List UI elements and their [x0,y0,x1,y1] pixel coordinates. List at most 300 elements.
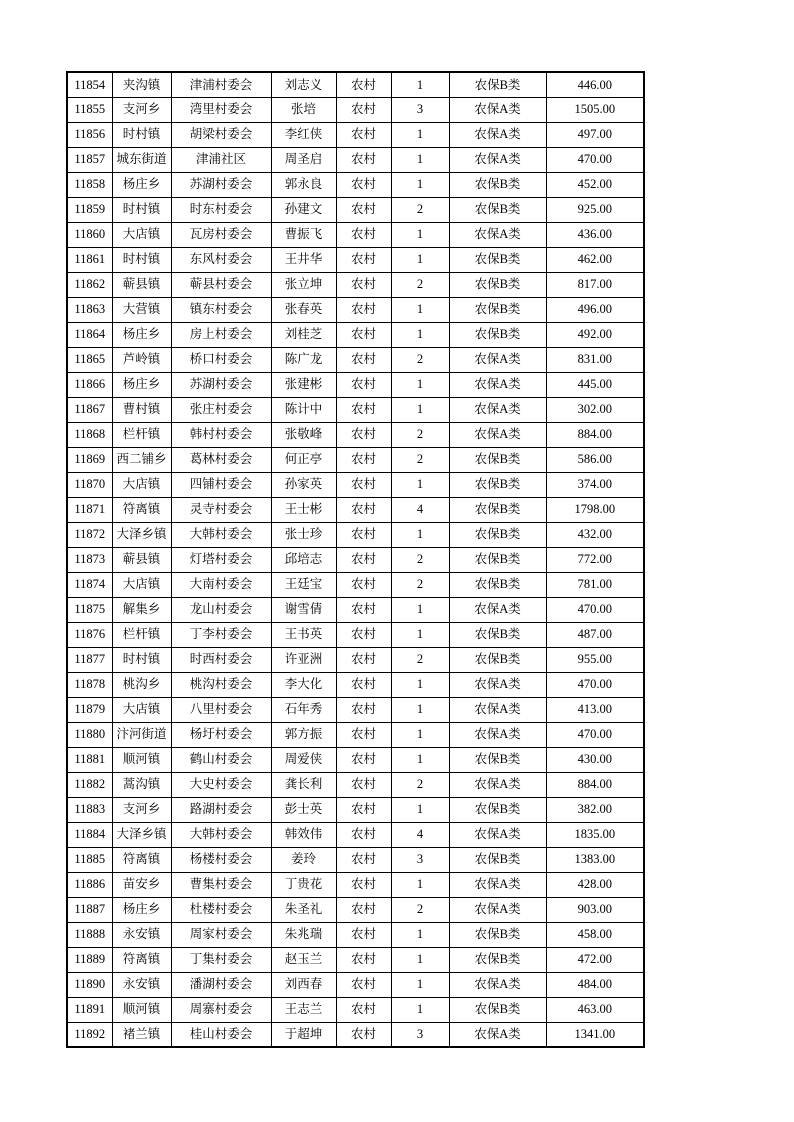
cell-residence-type: 农村 [336,422,391,447]
cell-village-committee: 灵寺村委会 [171,497,271,522]
cell-village-committee: 张庄村委会 [171,397,271,422]
cell-person-name: 丁贵花 [271,872,336,897]
cell-insurance-category: 农保B类 [449,172,546,197]
cell-residence-type: 农村 [336,1022,391,1047]
cell-insurance-category: 农保A类 [449,422,546,447]
cell-village-committee: 大史村委会 [171,772,271,797]
cell-town: 杨庄乡 [112,322,171,347]
cell-amount: 831.00 [546,347,644,372]
cell-person-name: 韩效伟 [271,822,336,847]
cell-insurance-category: 农保B类 [449,797,546,822]
table-row [67,772,644,797]
cell-person-name: 王士彬 [271,497,336,522]
cell-amount: 497.00 [546,122,644,147]
cell-amount: 382.00 [546,797,644,822]
cell-village-committee: 周家村委会 [171,922,271,947]
table-row [67,72,644,97]
cell-town: 时村镇 [112,247,171,272]
cell-person-name: 彭士英 [271,797,336,822]
cell-residence-type: 农村 [336,747,391,772]
cell-residence-type: 农村 [336,872,391,897]
cell-residence-type: 农村 [336,897,391,922]
cell-residence-type: 农村 [336,972,391,997]
cell-person-count: 1 [391,472,449,497]
cell-person-count: 1 [391,597,449,622]
cell-town: 大店镇 [112,572,171,597]
cell-village-committee: 苏湖村委会 [171,372,271,397]
cell-town: 蕲县镇 [112,547,171,572]
cell-amount: 302.00 [546,397,644,422]
table-row [67,272,644,297]
cell-residence-type: 农村 [336,297,391,322]
cell-town: 杨庄乡 [112,372,171,397]
cell-village-committee: 大韩村委会 [171,522,271,547]
table-row [67,397,644,422]
cell-record-id: 11867 [67,397,112,422]
cell-residence-type: 农村 [336,772,391,797]
cell-town: 顺河镇 [112,747,171,772]
cell-town: 芦岭镇 [112,347,171,372]
cell-person-count: 1 [391,247,449,272]
cell-residence-type: 农村 [336,997,391,1022]
cell-person-count: 1 [391,147,449,172]
cell-person-count: 1 [391,922,449,947]
cell-amount: 470.00 [546,597,644,622]
table-row [67,422,644,447]
cell-residence-type: 农村 [336,347,391,372]
cell-amount: 903.00 [546,897,644,922]
cell-residence-type: 农村 [336,122,391,147]
cell-residence-type: 农村 [336,272,391,297]
cell-person-count: 1 [391,972,449,997]
cell-amount: 781.00 [546,572,644,597]
cell-village-committee: 灯塔村委会 [171,547,271,572]
cell-person-name: 王书英 [271,622,336,647]
cell-amount: 487.00 [546,622,644,647]
cell-residence-type: 农村 [336,522,391,547]
cell-village-committee: 杜楼村委会 [171,897,271,922]
cell-village-committee: 潘湖村委会 [171,972,271,997]
cell-insurance-category: 农保A类 [449,972,546,997]
table-row [67,247,644,272]
cell-insurance-category: 农保A类 [449,597,546,622]
cell-residence-type: 农村 [336,222,391,247]
cell-person-count: 2 [391,897,449,922]
cell-person-name: 赵玉兰 [271,947,336,972]
cell-amount: 452.00 [546,172,644,197]
cell-insurance-category: 农保A类 [449,222,546,247]
table-row [67,222,644,247]
cell-residence-type: 农村 [336,247,391,272]
cell-insurance-category: 农保A类 [449,897,546,922]
cell-person-count: 1 [391,872,449,897]
cell-person-name: 陈广龙 [271,347,336,372]
cell-amount: 463.00 [546,997,644,1022]
cell-residence-type: 农村 [336,147,391,172]
cell-town: 解集乡 [112,597,171,622]
cell-person-name: 王志兰 [271,997,336,1022]
table-row [67,447,644,472]
cell-town: 大店镇 [112,222,171,247]
cell-person-count: 2 [391,572,449,597]
cell-insurance-category: 农保B类 [449,72,546,97]
cell-person-name: 朱兆瑞 [271,922,336,947]
cell-insurance-category: 农保B类 [449,622,546,647]
cell-town: 符离镇 [112,847,171,872]
cell-insurance-category: 农保B类 [449,997,546,1022]
cell-record-id: 11863 [67,297,112,322]
cell-record-id: 11875 [67,597,112,622]
cell-record-id: 11884 [67,822,112,847]
cell-village-committee: 杨圩村委会 [171,722,271,747]
cell-town: 大泽乡镇 [112,522,171,547]
cell-insurance-category: 农保A类 [449,697,546,722]
cell-person-count: 1 [391,222,449,247]
cell-village-committee: 周寨村委会 [171,997,271,1022]
cell-record-id: 11870 [67,472,112,497]
cell-record-id: 11876 [67,622,112,647]
cell-person-count: 1 [391,997,449,1022]
cell-village-committee: 八里村委会 [171,697,271,722]
cell-record-id: 11888 [67,922,112,947]
cell-amount: 484.00 [546,972,644,997]
table-row [67,922,644,947]
cell-insurance-category: 农保A类 [449,347,546,372]
cell-record-id: 11858 [67,172,112,197]
cell-amount: 470.00 [546,147,644,172]
cell-insurance-category: 农保B类 [449,747,546,772]
cell-person-name: 李红侠 [271,122,336,147]
cell-insurance-category: 农保A类 [449,397,546,422]
table-row [67,822,644,847]
cell-record-id: 11862 [67,272,112,297]
cell-insurance-category: 农保B类 [449,497,546,522]
cell-residence-type: 农村 [336,622,391,647]
cell-record-id: 11873 [67,547,112,572]
cell-village-committee: 四铺村委会 [171,472,271,497]
cell-residence-type: 农村 [336,97,391,122]
cell-town: 栏杆镇 [112,422,171,447]
cell-person-name: 张立坤 [271,272,336,297]
cell-amount: 925.00 [546,197,644,222]
cell-insurance-category: 农保A类 [449,122,546,147]
cell-person-count: 1 [391,747,449,772]
cell-person-count: 2 [391,647,449,672]
cell-village-committee: 曹集村委会 [171,872,271,897]
cell-person-count: 1 [391,722,449,747]
cell-person-name: 王井华 [271,247,336,272]
cell-person-count: 1 [391,72,449,97]
cell-person-count: 1 [391,122,449,147]
cell-person-name: 刘志义 [271,72,336,97]
cell-person-name: 许亚洲 [271,647,336,672]
cell-residence-type: 农村 [336,647,391,672]
cell-residence-type: 农村 [336,322,391,347]
cell-person-name: 张敬峰 [271,422,336,447]
cell-town: 桃沟乡 [112,672,171,697]
cell-amount: 470.00 [546,722,644,747]
cell-insurance-category: 农保A类 [449,672,546,697]
cell-residence-type: 农村 [336,172,391,197]
cell-insurance-category: 农保A类 [449,772,546,797]
cell-residence-type: 农村 [336,547,391,572]
cell-town: 汴河街道 [112,722,171,747]
cell-insurance-category: 农保B类 [449,247,546,272]
cell-amount: 445.00 [546,372,644,397]
cell-person-count: 2 [391,197,449,222]
cell-insurance-category: 农保A类 [449,822,546,847]
table-row [67,747,644,772]
cell-village-committee: 瓦房村委会 [171,222,271,247]
cell-person-name: 谢雪倩 [271,597,336,622]
cell-town: 时村镇 [112,647,171,672]
cell-amount: 472.00 [546,947,644,972]
cell-town: 大营镇 [112,297,171,322]
table-row [67,497,644,522]
cell-record-id: 11854 [67,72,112,97]
cell-record-id: 11856 [67,122,112,147]
cell-record-id: 11881 [67,747,112,772]
cell-amount: 432.00 [546,522,644,547]
table-row [67,297,644,322]
cell-amount: 1798.00 [546,497,644,522]
cell-village-committee: 丁李村委会 [171,622,271,647]
cell-residence-type: 农村 [336,822,391,847]
cell-insurance-category: 农保A类 [449,147,546,172]
table-row [67,322,644,347]
cell-person-count: 2 [391,422,449,447]
cell-village-committee: 时东村委会 [171,197,271,222]
cell-person-name: 刘西春 [271,972,336,997]
cell-person-count: 1 [391,672,449,697]
table-row [67,797,644,822]
cell-insurance-category: 农保A类 [449,372,546,397]
cell-person-name: 王廷宝 [271,572,336,597]
cell-person-count: 4 [391,497,449,522]
cell-insurance-category: 农保A类 [449,722,546,747]
cell-person-count: 2 [391,272,449,297]
cell-record-id: 11868 [67,422,112,447]
table-row [67,472,644,497]
cell-person-name: 曹振飞 [271,222,336,247]
cell-village-committee: 大南村委会 [171,572,271,597]
cell-amount: 492.00 [546,322,644,347]
cell-amount: 1383.00 [546,847,644,872]
cell-person-name: 孙家英 [271,472,336,497]
cell-record-id: 11880 [67,722,112,747]
cell-town: 大店镇 [112,697,171,722]
cell-village-committee: 湾里村委会 [171,97,271,122]
insurance-records-table [66,71,645,1048]
cell-residence-type: 农村 [336,672,391,697]
table-row [67,197,644,222]
cell-record-id: 11883 [67,797,112,822]
cell-person-count: 1 [391,372,449,397]
cell-insurance-category: 农保B类 [449,922,546,947]
cell-insurance-category: 农保A类 [449,872,546,897]
cell-insurance-category: 农保B类 [449,547,546,572]
cell-person-count: 3 [391,97,449,122]
cell-town: 大泽乡镇 [112,822,171,847]
cell-residence-type: 农村 [336,797,391,822]
cell-person-count: 4 [391,822,449,847]
table-row [67,672,644,697]
table-row [67,522,644,547]
cell-town: 支河乡 [112,797,171,822]
cell-village-committee: 津浦村委会 [171,72,271,97]
cell-village-committee: 杨楼村委会 [171,847,271,872]
cell-record-id: 11886 [67,872,112,897]
cell-village-committee: 鹤山村委会 [171,747,271,772]
cell-person-name: 邱培志 [271,547,336,572]
cell-person-name: 何正亭 [271,447,336,472]
cell-residence-type: 农村 [336,697,391,722]
cell-person-name: 郭永良 [271,172,336,197]
cell-record-id: 11864 [67,322,112,347]
cell-person-count: 2 [391,547,449,572]
table-row [67,172,644,197]
cell-town: 顺河镇 [112,997,171,1022]
cell-person-name: 周圣启 [271,147,336,172]
cell-village-committee: 津浦社区 [171,147,271,172]
table-row [67,372,644,397]
cell-residence-type: 农村 [336,572,391,597]
cell-amount: 1341.00 [546,1022,644,1047]
cell-amount: 436.00 [546,222,644,247]
cell-town: 符离镇 [112,497,171,522]
cell-record-id: 11866 [67,372,112,397]
table-row [67,622,644,647]
cell-amount: 430.00 [546,747,644,772]
cell-person-count: 1 [391,797,449,822]
cell-record-id: 11892 [67,1022,112,1047]
cell-town: 褚兰镇 [112,1022,171,1047]
cell-residence-type: 农村 [336,597,391,622]
table-row [67,597,644,622]
cell-town: 曹村镇 [112,397,171,422]
cell-record-id: 11874 [67,572,112,597]
cell-person-name: 陈计中 [271,397,336,422]
cell-insurance-category: 农保B类 [449,447,546,472]
cell-town: 栏杆镇 [112,622,171,647]
cell-record-id: 11879 [67,697,112,722]
cell-amount: 413.00 [546,697,644,722]
cell-amount: 884.00 [546,422,644,447]
cell-village-committee: 胡梁村委会 [171,122,271,147]
cell-amount: 586.00 [546,447,644,472]
cell-village-committee: 路湖村委会 [171,797,271,822]
cell-person-name: 周爱侠 [271,747,336,772]
cell-town: 时村镇 [112,122,171,147]
cell-insurance-category: 农保B类 [449,847,546,872]
cell-person-name: 刘桂芝 [271,322,336,347]
cell-village-committee: 丁集村委会 [171,947,271,972]
cell-person-name: 郭方振 [271,722,336,747]
table-row [67,997,644,1022]
cell-record-id: 11890 [67,972,112,997]
cell-amount: 955.00 [546,647,644,672]
cell-person-count: 1 [391,172,449,197]
cell-residence-type: 农村 [336,197,391,222]
cell-town: 城东街道 [112,147,171,172]
table-body [67,72,644,1047]
cell-person-name: 朱圣礼 [271,897,336,922]
cell-town: 永安镇 [112,972,171,997]
cell-person-name: 龚长利 [271,772,336,797]
cell-town: 夹沟镇 [112,72,171,97]
cell-residence-type: 农村 [336,922,391,947]
cell-insurance-category: 农保B类 [449,297,546,322]
table-row [67,722,644,747]
cell-amount: 374.00 [546,472,644,497]
cell-insurance-category: 农保B类 [449,322,546,347]
cell-village-committee: 房上村委会 [171,322,271,347]
cell-person-name: 张士珍 [271,522,336,547]
cell-town: 支河乡 [112,97,171,122]
cell-residence-type: 农村 [336,722,391,747]
cell-residence-type: 农村 [336,847,391,872]
cell-town: 西二铺乡 [112,447,171,472]
cell-residence-type: 农村 [336,947,391,972]
cell-amount: 884.00 [546,772,644,797]
cell-record-id: 11872 [67,522,112,547]
cell-record-id: 11889 [67,947,112,972]
cell-amount: 1835.00 [546,822,644,847]
cell-record-id: 11891 [67,997,112,1022]
cell-insurance-category: 农保B类 [449,522,546,547]
cell-village-committee: 镇东村委会 [171,297,271,322]
cell-record-id: 11887 [67,897,112,922]
cell-amount: 458.00 [546,922,644,947]
cell-record-id: 11857 [67,147,112,172]
cell-town: 苗安乡 [112,872,171,897]
cell-town: 杨庄乡 [112,897,171,922]
cell-village-committee: 东风村委会 [171,247,271,272]
cell-insurance-category: 农保B类 [449,572,546,597]
cell-town: 时村镇 [112,197,171,222]
cell-insurance-category: 农保A类 [449,1022,546,1047]
cell-person-count: 2 [391,447,449,472]
cell-insurance-category: 农保B类 [449,197,546,222]
cell-insurance-category: 农保B类 [449,647,546,672]
cell-amount: 462.00 [546,247,644,272]
table-row [67,847,644,872]
cell-village-committee: 桥口村委会 [171,347,271,372]
table-row [67,1022,644,1047]
cell-insurance-category: 农保A类 [449,97,546,122]
cell-amount: 470.00 [546,672,644,697]
table-row [67,147,644,172]
cell-amount: 817.00 [546,272,644,297]
cell-person-name: 张建彬 [271,372,336,397]
cell-village-committee: 桂山村委会 [171,1022,271,1047]
cell-person-name: 李大化 [271,672,336,697]
cell-village-committee: 葛林村委会 [171,447,271,472]
cell-person-count: 1 [391,522,449,547]
cell-person-count: 3 [391,1022,449,1047]
cell-village-committee: 龙山村委会 [171,597,271,622]
cell-record-id: 11865 [67,347,112,372]
cell-person-name: 张培 [271,97,336,122]
cell-record-id: 11869 [67,447,112,472]
cell-person-name: 孙建文 [271,197,336,222]
table-row [67,872,644,897]
cell-town: 蕲县镇 [112,272,171,297]
table-row [67,697,644,722]
table-row [67,972,644,997]
cell-person-count: 1 [391,947,449,972]
table-row [67,547,644,572]
